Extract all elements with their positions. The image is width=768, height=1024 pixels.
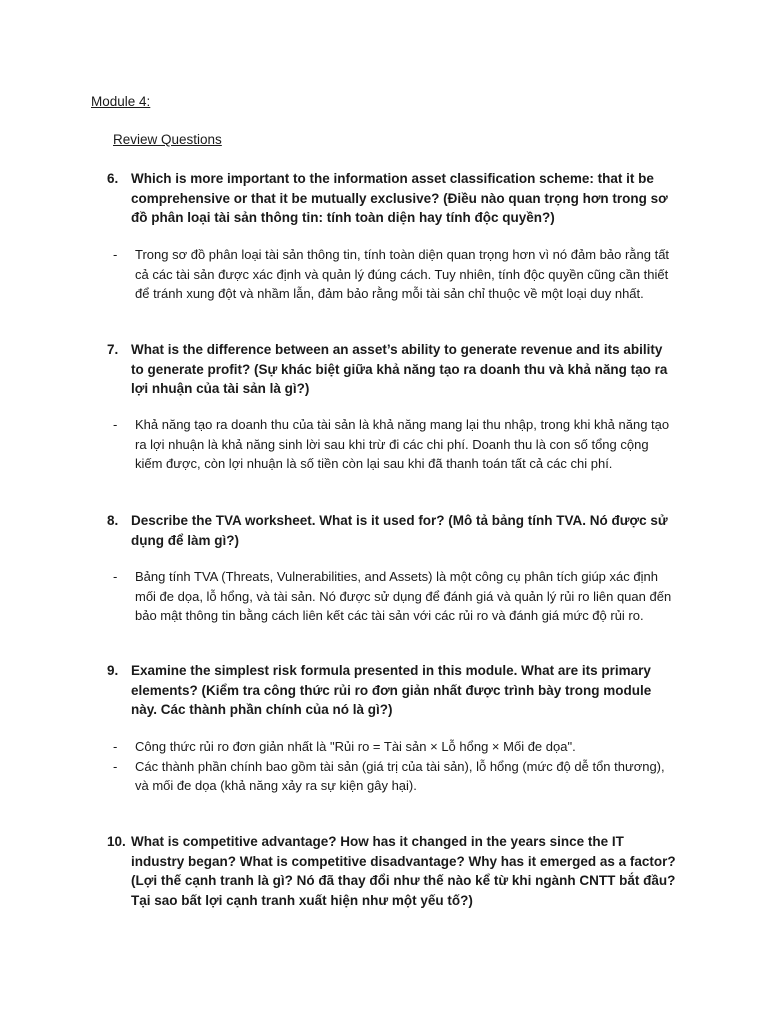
question-number: 8.: [107, 513, 119, 528]
bullet-dash: -: [113, 739, 118, 754]
bullet-dash: -: [113, 247, 118, 262]
question-number: 10.: [107, 834, 126, 849]
bullet-dash: -: [113, 758, 118, 774]
answer-list-8: [113, 567, 673, 626]
question-text: What is the difference between an asset’s ability to generate revenue and its ability to generate profit? (Sự khác biệt giữa khả năng tạo ra doanh thu và khả năng tạo ra lợi nhuận của tài sản là gì?): [131, 342, 668, 396]
bullet-dash: -: [113, 417, 118, 432]
list-item: [113, 757, 673, 796]
question-text: Examine the simplest risk formula presented in this module. What are its primary elements? (Kiểm tra công thức rủi ro đơn giản nhất được trình bày trong module này. Các thành phần chính của nó là gì?): [131, 663, 652, 717]
list-item: [113, 415, 673, 474]
list-item: [113, 245, 673, 304]
answer-list-6: [113, 245, 673, 304]
review-questions-heading: Review Questions: [113, 132, 222, 147]
question-8: [107, 511, 677, 550]
module-title: Module 4:: [91, 94, 151, 109]
question-text: What is competitive advantage? How has it changed in the years since the IT industry began? What is competitive disadvantage? Why has it emerged as a factor? (Lợi thế cạnh tranh là gì? Nó đã thay đổi như thế nào kể từ khi ngành CNTT bắt đầu? Tại sao bất lợi cạnh tranh xuất hiện như một yếu tố?): [131, 834, 676, 908]
question-text: Describe the TVA worksheet. What is it used for? (Mô tả bảng tính TVA. Nó được sử dụng để làm gì?): [131, 513, 668, 548]
bullet-dash: -: [113, 569, 118, 584]
answer-text: Khả năng tạo ra doanh thu của tài sản là khả năng mang lại thu nhập, trong khi khả năng tạo ra lợi nhuận là khả năng sinh lời sau khi trừ đi các chi phí. Doanh thu là con số tổng cộng kiếm được, còn lợi nhuận là số tiền còn lại sau khi đã thanh toán tất cả các chi phí.: [135, 417, 670, 471]
list-item: [113, 567, 673, 626]
question-10: [107, 832, 677, 910]
question-number: 9.: [107, 663, 119, 678]
question-9: [107, 661, 677, 720]
answer-text: Bảng tính TVA (Threats, Vulnerabilities, and Assets) là một công cụ phân tích giúp xác định mối đe dọa, lỗ hổng, và tài sản. Nó được sử dụng để đánh giá và quản lý rủi ro liên quan đến bảo mật thông tin bằng cách liên kết các tài sản với các rủi ro và đánh giá mức độ rủi ro.: [135, 569, 672, 623]
list-item: [113, 737, 673, 757]
answer-text: Trong sơ đồ phân loại tài sản thông tin, tính toàn diện quan trọng hơn vì nó đảm bảo rằng tất cả các tài sản được xác định và quản lý đúng cách. Tuy nhiên, tính độc quyền cũng cần thiết để tránh xung đột và nhầm lẫn, đảm bảo rằng mỗi tài sản chỉ thuộc về một loại duy nhất.: [135, 247, 670, 301]
question-text: Which is more important to the information asset classification scheme: that it be comprehensive or that it be mutually exclusive? (Điều nào quan trọng hơn trong sơ đồ phân loại tài sản thông tin: tính toàn diện hay tính độc quyền?): [131, 171, 668, 225]
answer-list-9: [113, 737, 673, 796]
question-6: [107, 169, 677, 228]
answer-text: Công thức rủi ro đơn giản nhất là "Rủi ro = Tài sản × Lỗ hổng × Mối đe dọa".: [135, 739, 576, 754]
question-number: 6.: [107, 171, 119, 186]
question-7: [107, 340, 677, 399]
question-number: 7.: [107, 342, 119, 357]
answer-list-7: [113, 415, 673, 474]
answer-text: Các thành phần chính bao gồm tài sản (giá trị của tài sản), lỗ hổng (mức độ dễ tổn thương), và mối đe dọa (khả năng xảy ra sự kiện gây hại).: [135, 758, 665, 793]
